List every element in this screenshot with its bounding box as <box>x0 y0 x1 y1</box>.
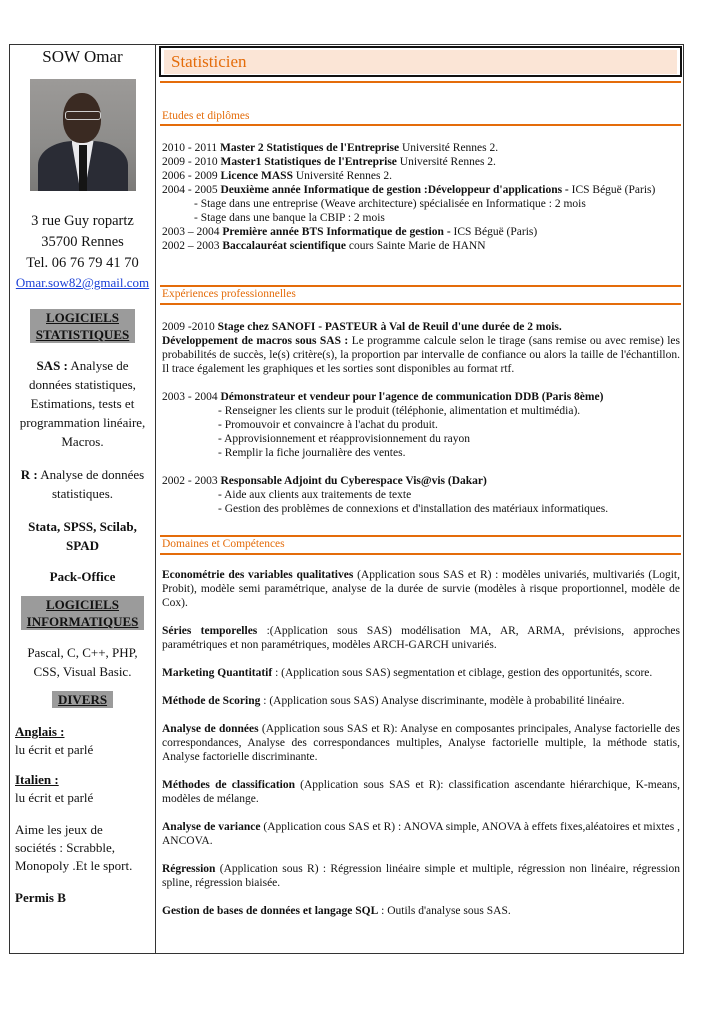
candidate-name: SOW Omar <box>42 47 123 66</box>
r-skill <box>10 465 155 503</box>
stats-software-heading <box>10 309 155 344</box>
stats-heading-line2: STATISTIQUES <box>35 327 130 342</box>
job-title-box <box>159 46 682 77</box>
phone: Tel. 06 76 79 41 70 <box>26 255 139 271</box>
skills-list <box>162 568 680 918</box>
english-block <box>10 723 155 759</box>
education-subitem: - Stage dans une banque la CBIP : 2 mois <box>194 212 385 224</box>
english-text: lu écrit et parlé <box>15 742 94 757</box>
italian-label: Italien : <box>15 772 59 787</box>
italian-text: lu écrit et parlé <box>15 790 94 805</box>
skill-item: Méthode de Scoring : (Application sous SAS) Analyse discriminante, modèle à probabilité linéaire. <box>162 695 625 707</box>
section-rule <box>160 285 681 287</box>
education-item: 2006 - 2009 Licence MASS Université Rennes 2. <box>162 170 392 182</box>
skill-item: Analyse de variance (Application cous SAS et R) : ANOVA simple, ANOVA à effets fixes,aléatoires et mixtes , ANCOVA. <box>162 821 680 847</box>
info-skills: Pascal, C, C++, PHP, CSS, Visual Basic. <box>27 645 138 679</box>
skill-item: Econométrie des variables qualitatives (Application sous SAS et R) : modèles univariés, multivariés (Logit, Probit), modèle semi paramétrique, analyse de la durée de survie (modèles à risque proportionnel, modèle de Cox). <box>162 569 680 609</box>
hobbies: Aime les jeux de sociétés : Scrabble, Monopoly .Et le sport. <box>15 822 133 873</box>
italian-block <box>10 771 155 807</box>
sidebar <box>10 45 155 907</box>
r-text: Analyse de données statistiques. <box>37 467 145 501</box>
stats-tools: Stata, SPSS, Scilab, SPAD <box>28 519 137 553</box>
english-label: Anglais : <box>15 724 65 739</box>
job-heading: 2003 - 2004 Démonstrateur et vendeur pour l'agence de communication DDB (Paris 8ème) <box>162 391 604 403</box>
skills-heading: Domaines et Compétences <box>162 538 285 550</box>
divers-heading: DIVERS <box>10 691 155 709</box>
skill-item: Gestion de bases de données et langage SQL : Outils d'analyse sous SAS. <box>162 905 511 917</box>
education-heading: Etudes et diplômes <box>162 110 250 122</box>
job-heading: 2002 - 2003 Responsable Adjoint du Cyberespace Vis@vis (Dakar) <box>162 475 487 487</box>
skill-item: Séries temporelles :(Application sous SAS) modélisation MA, AR, ARMA, prévisions, approches paramétriques et non paramétriques, modèles ARCH-GARCH univariés. <box>162 625 680 651</box>
skill-item: Marketing Quantitatif : (Application sous SAS) segmentation et ciblage, gestion des opportunités, score. <box>162 667 653 679</box>
address-street: 3 rue Guy ropartz <box>31 213 134 229</box>
photo-glasses <box>65 111 101 120</box>
education-item: 2010 - 2011 Master 2 Statistiques de l'Entreprise Université Rennes 2. <box>162 142 499 154</box>
r-label: R : <box>20 467 38 482</box>
pack-office: Pack-Office <box>49 569 116 584</box>
profile-photo <box>30 79 136 191</box>
section-rule <box>160 81 681 83</box>
education-item: 2004 - 2005 Deuxième année Informatique de gestion :Développeur d'applications - ICS Béguë (Paris) <box>162 184 656 196</box>
stats-heading-line1: LOGICIELS <box>46 310 119 325</box>
contact-block <box>10 211 155 274</box>
info-heading-line2: INFORMATIQUES <box>26 614 139 629</box>
section-rule <box>160 303 681 305</box>
education-item: 2003 – 2004 Première année BTS Informatique de gestion - ICS Béguë (Paris) <box>162 226 538 238</box>
sas-text: Analyse de données statistiques, Estimations, tests et programmation linéaire, Macros. <box>19 358 146 449</box>
education-subitem: - Stage dans une entreprise (Weave architecture) spécialisée en Informatique : 2 mois <box>194 198 586 210</box>
skill-item: Méthodes de classification (Application sous SAS et R): classification ascendante hiérarchique, K-means, modèles de mélange. <box>162 779 681 805</box>
skill-item: Analyse de données (Application sous SAS et R): Analyse en composantes principales, Analyse factorielle des correspondances, Analyse des correspondances multiples, Analyse factorielle multiple, la méthode statis, Analyse factorielle discriminante. <box>162 723 680 763</box>
photo-tie <box>79 145 87 191</box>
section-rule <box>160 553 681 555</box>
sas-label: SAS : <box>36 358 68 373</box>
job-task: - Gestion des problèmes de connexions et d'installation des matériaux informatiques. <box>218 503 609 515</box>
email-link[interactable]: Omar.sow82@gmail.com <box>15 275 150 290</box>
job-task: - Aide aux clients aux traitements de texte <box>218 489 412 501</box>
job-title: Statisticien <box>171 52 247 71</box>
info-software-heading <box>10 596 155 631</box>
address-city: 35700 Rennes <box>41 234 124 250</box>
job-heading: 2009 -2010 Stage chez SANOFI - PASTEUR à Val de Reuil d'une durée de 2 mois. <box>162 321 562 333</box>
section-rule <box>160 535 681 537</box>
education-list <box>162 141 680 253</box>
info-heading-line1: LOGICIELS <box>46 597 119 612</box>
column-divider <box>155 44 156 954</box>
job-task: - Renseigner les clients sur le produit (téléphonie, alimentation et multimédia). <box>218 405 581 417</box>
experience-heading: Expériences professionnelles <box>162 288 296 300</box>
education-item: 2002 – 2003 Baccalauréat scientifique cours Sainte Marie de HANN <box>162 240 486 252</box>
job-task: - Promouvoir et convaincre à l'achat du produit. <box>218 419 438 431</box>
experience-list <box>162 320 680 516</box>
education-item: 2009 - 2010 Master1 Statistiques de l'Entreprise Université Rennes 2. <box>162 156 496 168</box>
section-rule <box>160 124 681 126</box>
job-task: - Approvisionnement et réapprovisionnement du rayon <box>218 433 470 445</box>
job-description: Développement de macros sous SAS : Le programme calcule selon le tirage (sans remise ou avec remise) les probabilités de succès, le(s) critère(s), la proportion par intervalle de confiance ou alors la taille de l'échantillon. Il trace également les graphiques et les sorties sont disponibles au format rtf. <box>162 335 681 375</box>
driving-license: Permis B <box>15 890 66 905</box>
skill-item: Régression (Application sous R) : Régression linéaire simple et multiple, régression non linéaire, régression spline, régression biaisée. <box>162 863 680 889</box>
sas-skill <box>10 356 155 451</box>
job-task: - Remplir la fiche journalière des ventes. <box>218 447 406 459</box>
